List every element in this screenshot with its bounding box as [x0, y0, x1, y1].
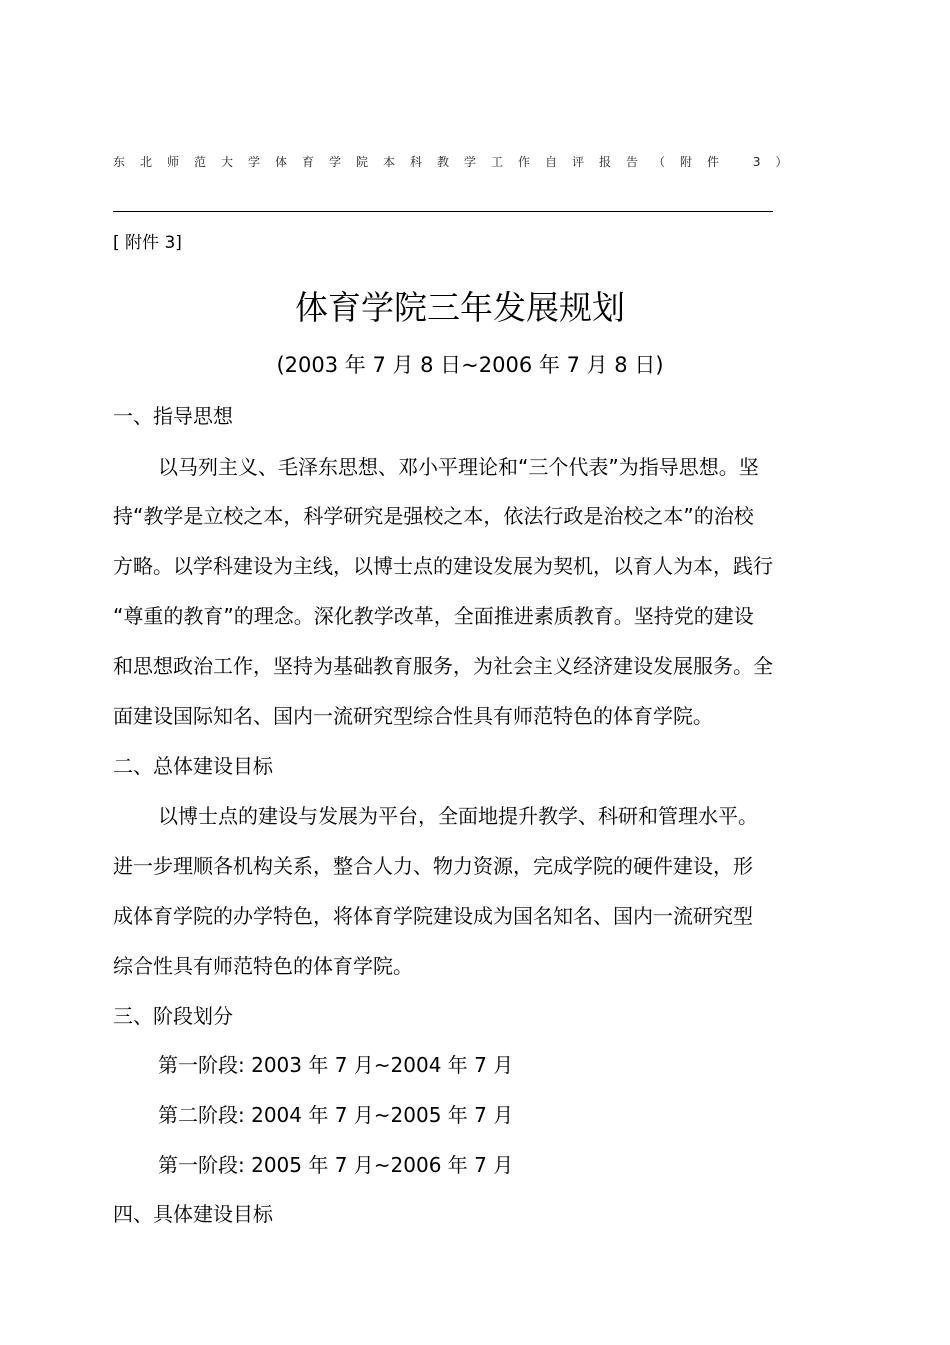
paragraph-line: 以博士点的建设与发展为平台，全面地提升教学、科研和管理水平。	[158, 804, 758, 828]
paragraph-line: 方略。以学科建设为主线，以博士点的建设发展为契机，以育人为本，践行	[113, 554, 773, 578]
paragraph-line: 成体育学院的办学特色，将体育学院建设成为国名知名、国内一流研究型	[113, 904, 753, 928]
document-subtitle: (2003 年 7 月 8 日~2006 年 7 月 8 日)	[276, 353, 664, 377]
phase-item: 第一阶段: 2005 年 7 月~2006 年 7 月	[158, 1153, 514, 1177]
phase-item: 第二阶段: 2004 年 7 月~2005 年 7 月	[158, 1103, 514, 1127]
paragraph-line: 和思想政治工作，坚持为基础教育服务，为社会主义经济建设发展服务。全	[113, 654, 773, 678]
attachment-label: [ 附件 3]	[113, 233, 182, 253]
section-heading: 一、指导思想	[113, 404, 233, 428]
paragraph-line: 进一步理顺各机构关系，整合人力、物力资源，完成学院的硬件建设，形	[113, 854, 753, 878]
section-heading: 三、阶段划分	[113, 1004, 233, 1028]
paragraph-line: 持“教学是立校之本，科学研究是强校之本，依法行政是治校之本”的治校	[113, 504, 754, 528]
header-rule	[113, 211, 773, 212]
document-title: 体育学院三年发展规划	[295, 288, 625, 327]
phase-item: 第一阶段: 2003 年 7 月~2004 年 7 月	[158, 1053, 514, 1077]
paragraph-line: 以马列主义、毛泽东思想、邓小平理论和“三个代表”为指导思想。坚	[158, 455, 759, 479]
paragraph-line: 综合性具有师范特色的体育学院。	[113, 954, 413, 978]
section-heading: 四、具体建设目标	[113, 1202, 273, 1226]
section-heading: 二、总体建设目标	[113, 754, 273, 778]
paragraph-line: “尊重的教育”的理念。深化教学改革，全面推进素质教育。坚持党的建设	[113, 604, 754, 628]
paragraph-line: 面建设国际知名、国内一流研究型综合性具有师范特色的体育学院。	[113, 704, 713, 728]
running-header: 东北师范大学体育学院本科教学工作自评报告（附件 3）	[113, 155, 803, 169]
